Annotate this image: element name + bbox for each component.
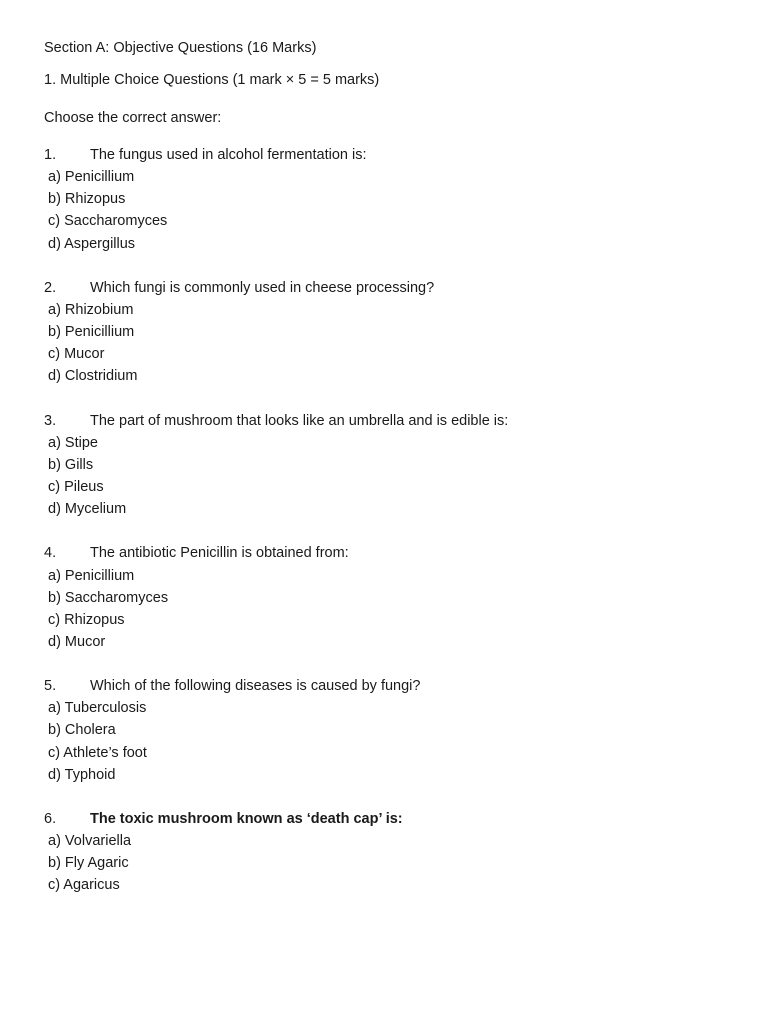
question-4 <box>44 544 349 562</box>
option-4b: b) Saccharomyces <box>48 590 169 606</box>
section-title: Section A: Objective Questions (16 Marks) <box>44 40 317 56</box>
question-2 <box>44 279 434 297</box>
option-1c: c) Saccharomyces <box>48 213 168 229</box>
subsection-title: 1. Multiple Choice Questions (1 mark × 5 = 5 marks) <box>44 72 380 88</box>
option-2c: c) Mucor <box>48 346 105 362</box>
option-4c: c) Rhizopus <box>48 612 125 628</box>
option-2b: b) Penicillium <box>48 324 135 340</box>
question-number: 1. <box>44 147 57 163</box>
option-5d: d) Typhoid <box>48 767 116 783</box>
option-5c: c) Athlete’s foot <box>48 745 147 761</box>
option-3a: a) Stipe <box>48 435 98 451</box>
question-text: The part of mushroom that looks like an umbrella and is edible is: <box>90 413 509 429</box>
option-6a: a) Volvariella <box>48 833 132 849</box>
question-5 <box>44 677 420 695</box>
question-text: The toxic mushroom known as ‘death cap’ is: <box>90 811 403 827</box>
question-number: 3. <box>44 413 57 429</box>
question-text: The antibiotic Penicillin is obtained from: <box>90 545 349 561</box>
question-number: 4. <box>44 545 57 561</box>
question-6 <box>44 810 403 828</box>
question-text: Which of the following diseases is caused by fungi? <box>90 678 421 694</box>
option-1d: d) Aspergillus <box>48 236 136 252</box>
question-number: 5. <box>44 678 57 694</box>
option-2a: a) Rhizobium <box>48 302 134 318</box>
option-4a: a) Penicillium <box>48 568 135 584</box>
option-3b: b) Gills <box>48 457 94 473</box>
option-3c: c) Pileus <box>48 479 104 495</box>
question-3 <box>44 412 508 430</box>
question-text: Which fungi is commonly used in cheese processing? <box>90 280 435 296</box>
instruction-text: Choose the correct answer: <box>44 110 222 126</box>
option-5a: a) Tuberculosis <box>48 700 147 716</box>
option-4d: d) Mucor <box>48 634 106 650</box>
option-3d: d) Mycelium <box>48 501 127 517</box>
question-1 <box>44 146 366 164</box>
option-1a: a) Penicillium <box>48 169 135 185</box>
option-6b: b) Fly Agaric <box>48 855 129 871</box>
question-number: 6. <box>44 811 57 827</box>
question-text: The fungus used in alcohol fermentation is: <box>90 147 367 163</box>
option-2d: d) Clostridium <box>48 368 138 384</box>
question-number: 2. <box>44 280 57 296</box>
option-1b: b) Rhizopus <box>48 191 126 207</box>
option-5b: b) Cholera <box>48 722 116 738</box>
option-6c: c) Agaricus <box>48 877 120 893</box>
